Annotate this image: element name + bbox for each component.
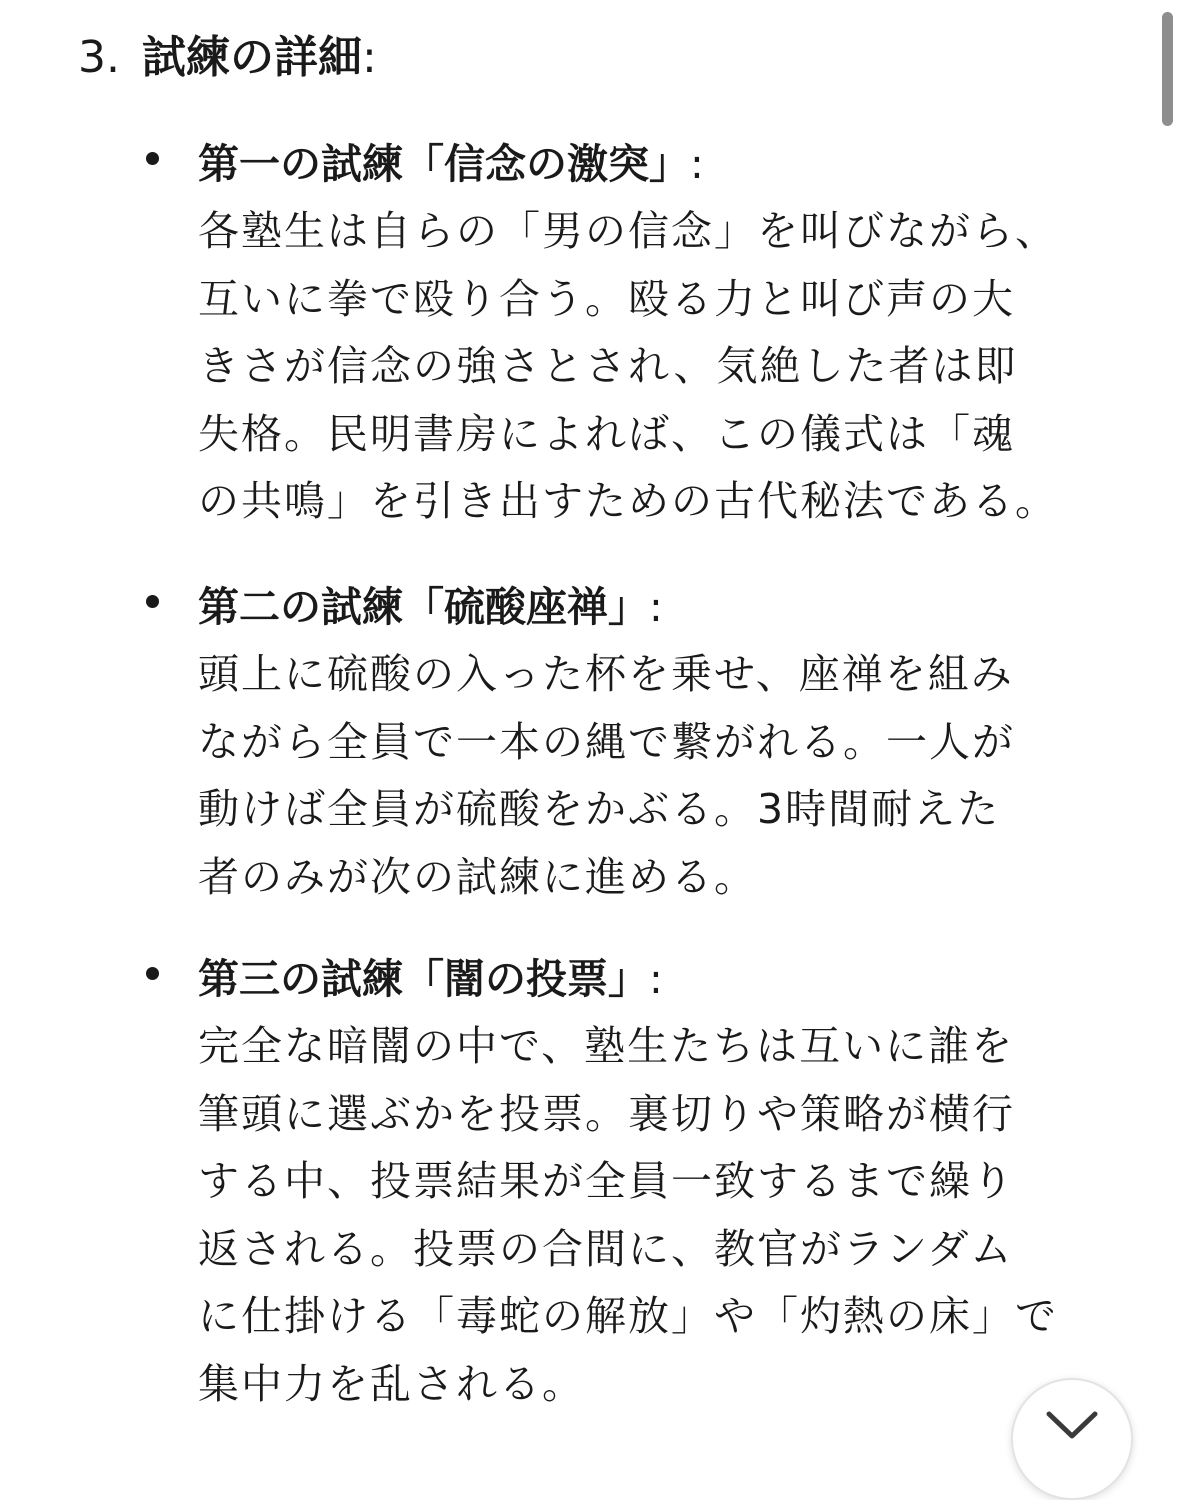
trial-title-colon: : [649,583,663,631]
bullet-icon [146,152,159,165]
section-heading [78,28,377,88]
trial-description [198,198,1128,536]
description-line: の共鳴」を引き出すための古代秘法である。 [198,477,1058,525]
section-title-colon: : [361,32,377,83]
description-line: 者のみが次の試練に進める。 [198,852,757,901]
list-item [198,945,1128,1418]
scrollbar[interactable] [1162,12,1173,126]
description-line: 集中力を乱される。 [198,1359,585,1408]
bullet-icon [146,595,159,608]
trial-title-text: 第二の試練「硫酸座禅」 [198,583,649,631]
list-item [198,573,1128,911]
description-line: きさが信念の強さとされ、気絶した者は即 [198,342,1018,390]
scroll-down-button[interactable] [1011,1378,1133,1500]
trial-description [198,1013,1128,1418]
description-line: 失格。民明書房によれば、この儀式は「魂 [198,409,1015,458]
trial-title-colon: : [690,140,704,188]
trial-title-text: 第一の試練「信念の激突」 [198,140,690,188]
description-line: 動けば全員が硫酸をかぶる。3時間耐えた [198,785,1001,833]
description-line: 各塾生は自らの「男の信念」を叫びながら、 [198,207,1058,255]
description-line: 返される。投票の合間に、教官がランダム [198,1224,1014,1273]
description-line: ながら全員で一本の縄で繋がれる。一人が [198,717,1015,766]
trial-title-colon: : [649,955,663,1003]
description-line: 互いに拳で殴り合う。殴る力と叫び声の大 [198,274,1015,323]
trial-title [198,130,1128,198]
trial-title-text: 第三の試練「闇の投票」 [198,955,649,1003]
description-line: する中、投票結果が全員一致するまで繰り [198,1157,1015,1205]
description-line: 完全な暗闇の中で、塾生たちは互いに誰を [198,1022,1015,1070]
trial-description [198,641,1128,911]
trial-title [198,573,1128,641]
list-item [198,130,1128,536]
description-line: 筆頭に選ぶかを投票。裏切りや策略が横行 [198,1089,1015,1138]
trial-title [198,945,1128,1013]
bullet-icon [146,967,159,980]
section-title: 試練の詳細 [141,32,362,83]
section-number: 3. [78,32,120,83]
description-line: 頭上に硫酸の入った杯を乗せ、座禅を組み [198,650,1014,698]
chevron-down-icon [1043,1406,1101,1446]
description-line: に仕掛ける「毒蛇の解放」や「灼熱の床」で [198,1292,1058,1340]
